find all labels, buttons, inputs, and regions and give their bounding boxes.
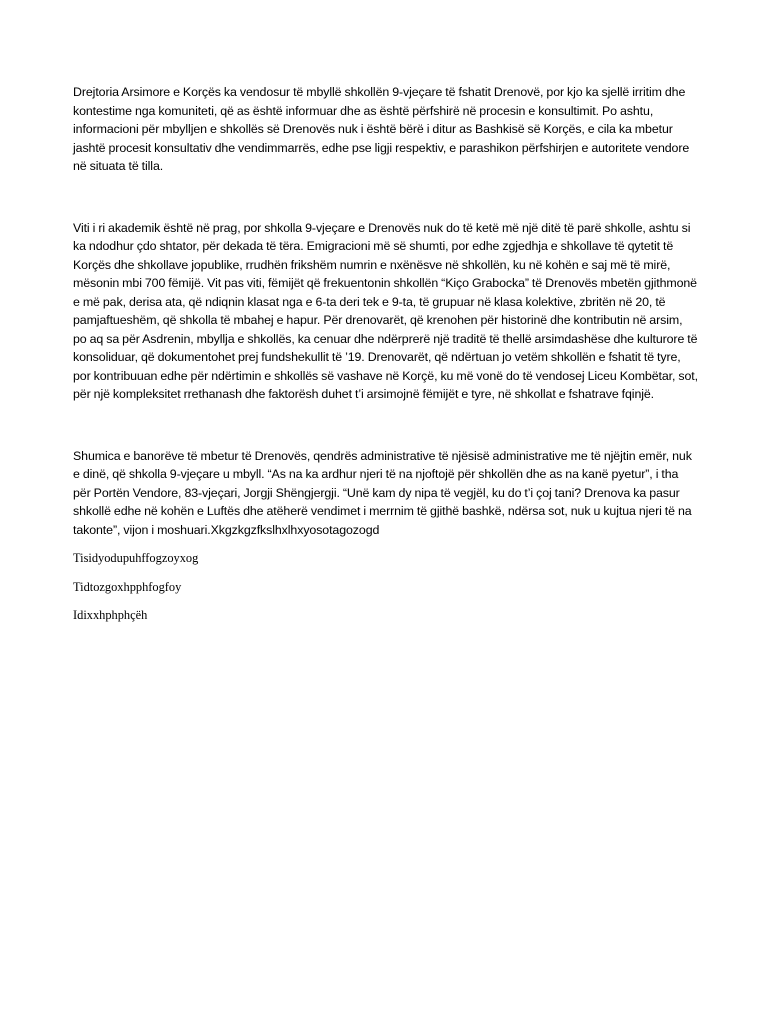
document-page <box>73 83 698 635</box>
paragraph-2: Viti i ri akademik është në prag, por shkolla 9-vjeçare e Drenovës nuk do të ketë më një ditë të parë shkolle, ashtu si ka ndodhur çdo shtator, për dekada të tëra. Emigracioni më së shumti, por edhe zgjedhja e shkollave të qytetit të Korçës dhe shkollave jopublike, rrudhën frikshëm numrin e nxënësve në shkollën, ku në kohën e saj më të mirë, mësonin mbi 700 fëmijë. Vit pas viti, fëmijët që frekuentonin shkollën “Kiço Grabocka” të Drenovës mbetën gjithmonë e më pak, derisa ata, që ndiqnin klasat nga e 6-ta deri tek e 9-ta, të grupuar në klasa kolektive, zbritën në 20, të pamjaftueshëm, që shkolla të mbahej e hapur. Për drenovarët, që krenohen për historinë dhe kontributin në arsim, po aq sa për Asdrenin, mbyllja e shkollës, ka cenuar dhe ndërprerë një traditë të thellë arsimdashëse dhe kulturore të konsoliduar, që dokumentohet prej fundshekullit të ’19. Drenovarët, që ndërtuan jo vetëm shkollën e fshatit të tyre, por kontribuuan edhe për ndërtimin e shkollës së vashave në Korçë, ku më vonë do të vendosej Liceu Kombëtar, sot, për një kompleksitet rrethanash dhe faktorësh duhet t’i arsimojnë fëmijët e tyre, në shkollat e fshatrave fqinjë. <box>73 220 698 401</box>
short-line-2: Tidtozgoxhpphfogfoy <box>73 579 182 594</box>
short-line-1: Tisidyodupuhffogzoyxog <box>73 551 199 565</box>
paragraph-1: Drejtoria Arsimore e Korçës ka vendosur të mbyllë shkollën 9-vjeçare të fshatit Drenovë, por kjo ka sjellë irritim dhe kontestime nga komuniteti, që as është informuar dhe as është përfshirë në procesin e konsultimit. Po ashtu, informacioni për mbylljen e shkollës së Drenovës nuk i është bërë i ditur as Bashkisë së Korçës, e cila ka mbetur jashtë procesit konsultativ dhe vendimmarrës, edhe pse ligji respektiv, e parashikon përfshirjen e autoritete vendore në situata të tilla. <box>73 85 690 173</box>
paragraph-3: Shumica e banorëve të mbetur të Drenovës, qendrës administrative të njësisë administrative me të njëjtin emër, nuk e dinë, që shkolla 9-vjeçare u mbyll. “As na ka ardhur njeri të na njoftojë për shkollën dhe as na kanë pyetur”, i tha për Portën Vendore, 83-vjeçari, Jorgji Shëngjergji. “Unë kam dy nipa të vegjël, ku do t’i çoj tani? Drenova ka pasur shkollë edhe në kohën e Luftës dhe atëherë vendimet i merrnim të gjithë bashkë, ndërsa sot, nuk u kujtua njeri të na takonte”, vijon i moshuari.Xkgzkgzfkslhxlhxyosotagozogd <box>73 448 692 537</box>
short-line-3: Idixxhphphçëh <box>73 608 148 622</box>
